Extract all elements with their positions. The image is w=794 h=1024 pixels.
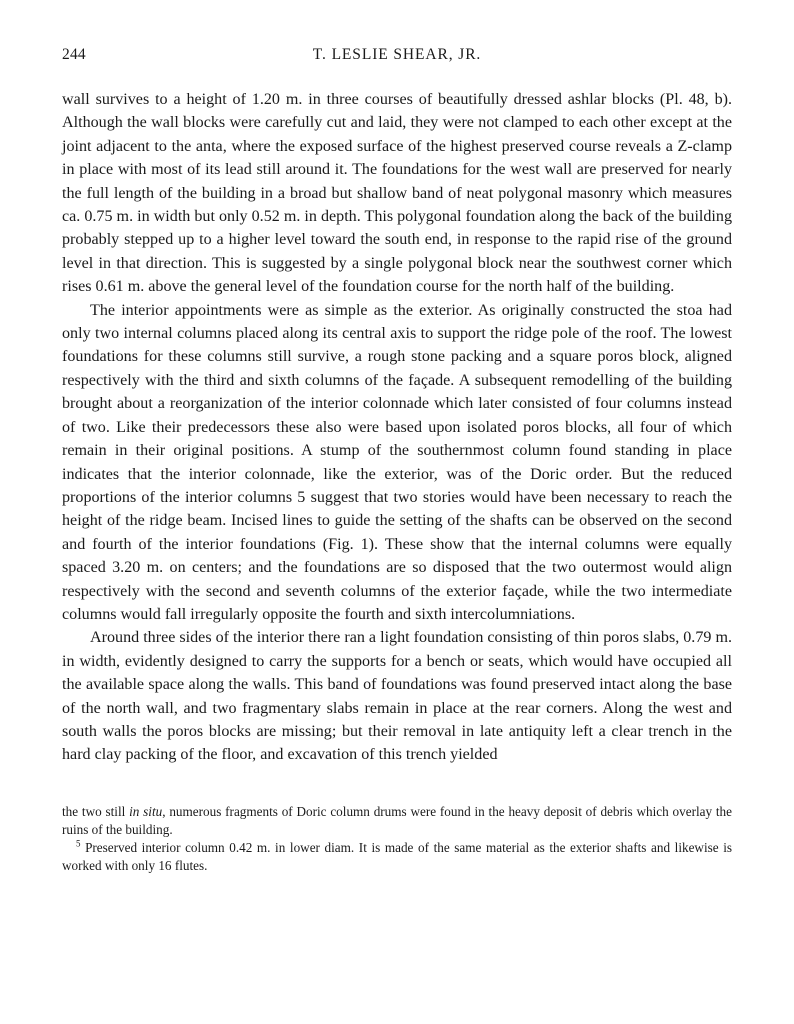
footnote-continuation <box>62 803 732 839</box>
footnote-continuation-italic: in situ <box>129 803 163 819</box>
running-head <box>62 46 732 72</box>
footnote-5 <box>62 839 732 875</box>
footnote-continuation-part1: the two still <box>62 803 130 819</box>
footnotes <box>62 793 732 875</box>
page-number: 244 <box>62 46 86 63</box>
footnote-marker: 5 <box>76 838 81 849</box>
paragraph-1: wall survives to a height of 1.20 m. in three courses of beautifully dressed ashlar blocks (Pl. 48, b). Although the wall blocks were carefully cut and laid, they were not clamped to each other except at the joint adjacent to the anta, where the exposed surface of the highest preserved course reveals a Z-clamp in place with most of its lead still around it. The foundations for the west wall are preserved for nearly the full length of the building in a broad but shallow band of neat polygonal masonry which measures ca. 0.75 m. in width but only 0.52 m. in depth. This polygonal foundation along the back of the building probably stepped up to a higher level toward the south end, in response to the rapid rise of the ground level in that direction. This is suggested by a single polygonal block near the southwest corner which rises 0.61 m. above the general level of the foundation course for the north half of the building. <box>62 91 732 296</box>
body-text <box>62 88 732 767</box>
footnote-5-text: Preserved interior column 0.42 m. in lower diam. It is made of the same material as the exterior shafts and likewise is worked with only 16 flutes. <box>62 839 732 873</box>
running-title: T. LESLIE SHEAR, JR. <box>312 46 482 63</box>
footnote-continuation-part2: , numerous fragments of Doric column drums were found in the heavy deposit of debris which overlay the ruins of the building. <box>62 803 732 837</box>
paragraph-2 <box>62 299 732 627</box>
paragraph-2-text: The interior appointments were as simple as the exterior. As originally constructed the stoa had only two internal columns placed along its central axis to support the ridge pole of the roof. The lowest foundations for these columns still survive, a rough stone packing and a square poros block, aligned respectively with the third and sixth columns of the façade. A subsequent remodelling of the building brought about a reorganization of the interior colonnade which later consisted of four columns instead of two. Like their predecessors these also were based upon isolated poros blocks, all four of which remain in their original positions. A stump of the southernmost column found standing in place indicates that the interior colonnade, like the exterior, was of the Doric order. But the reduced proportions of the interior columns 5 suggest that two stories would have been necessary to reach the height of the ridge beam. Incised lines to guide the setting of the shafts can be observed on the second and fourth of the interior foundations (Fig. 1). These show that the internal columns were equally spaced 3.20 m. on centers; and the foundations are so disposed that the two outermost would align respectively with the second and seventh columns of the exterior façade, while the two intermediate columns would fall irregularly opposite the fourth and sixth intercolumniations. <box>62 301 732 623</box>
paragraph-3: Around three sides of the interior there ran a light foundation consisting of thin poros slabs, 0.79 m. in width, evidently designed to carry the supports for a bench or seats, which would have occupied all the available space along the walls. This band of foundations was found preserved intact along the base of the north wall, and two fragmentary slabs remain in place at the rear corners. Along the west and south walls the poros blocks are missing; but their removal in late antiquity left a clear trench in the hard clay packing of the floor, and excavation of this trench yielded <box>62 629 732 764</box>
